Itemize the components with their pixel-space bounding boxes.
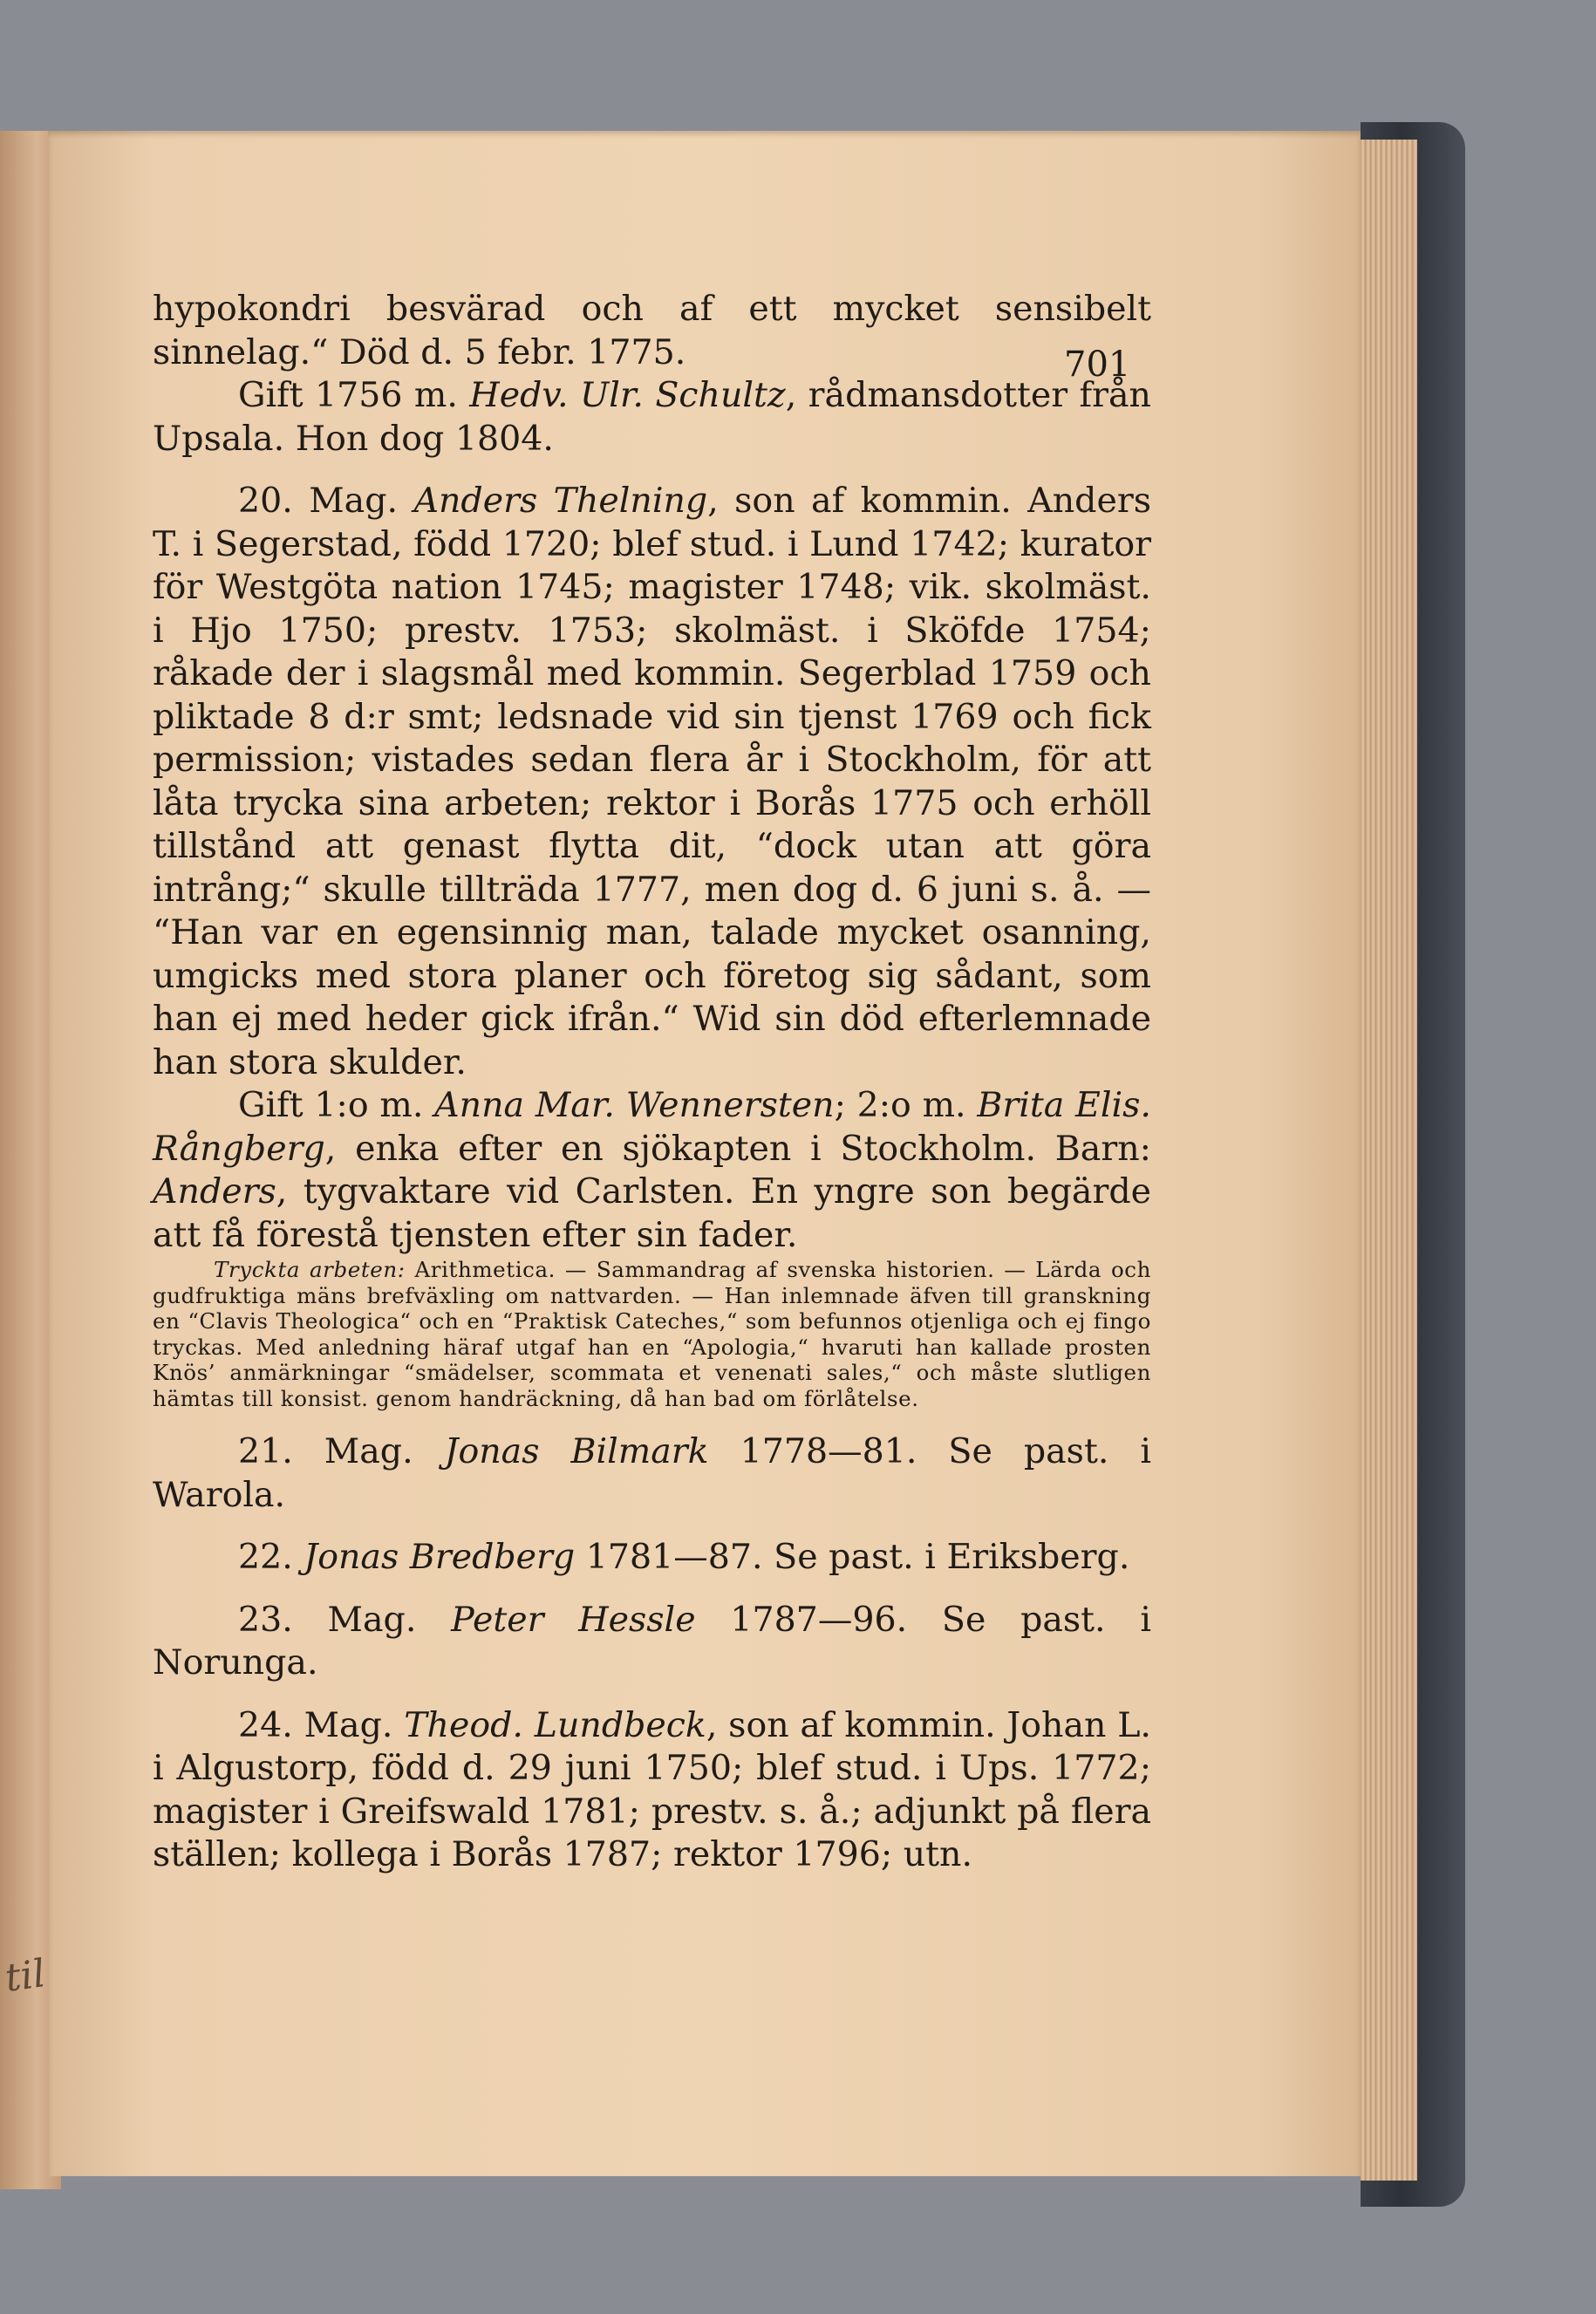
text-column (153, 288, 1151, 1877)
child-name: Anders (153, 1171, 276, 1212)
entry-23: 23. Mag. Peter Hessle 1787—96. Se past. i Norunga. (153, 1599, 1151, 1683)
paragraph-marriage: Gift 1756 m. Hedv. Ulr. Schultz, rådmansdotter från Upsala. Hon dog 1804. (153, 375, 1151, 459)
person-name: Jonas Bredberg (304, 1537, 576, 1577)
printed-works-label: Tryckta arbeten: (214, 1257, 406, 1282)
person-name: Peter Hessle (451, 1599, 696, 1640)
spouse-name: Anna Mar. Wennersten (434, 1085, 835, 1125)
spouse-name: Brita Elis. Rångberg (153, 1085, 1151, 1169)
paragraph-marriage-20: Gift 1:o m. Anna Mar. Wennersten; 2:o m. Brita Elis. Rångberg, enka efter en sjökapten i Stockholm. Barn: Anders, tygvaktare vid Carlsten. En yngre son begärde att få förestå tjensten efter sin fader. (153, 1085, 1151, 1255)
page-number: 701 (1064, 345, 1131, 385)
person-name: Theod. Lundbeck (404, 1704, 706, 1745)
entry-21: 21. Mag. Jonas Bilmark 1778—81. Se past. i Warola. (153, 1431, 1151, 1515)
printed-works-note: Tryckta arbeten: Arithmetica. — Sammandrag af svenska historien. — Lärda och gudfruktiga mäns brefväxling om nattvarden. — Han inlemnade äfven till granskning en “Clavis Theologica“ och en “Praktisk Cateches,“ som befunnos otjenliga och ej fingo tryckas. Med anledning häraf utgaf han en “Apologia,“ hvaruti han kallade prosten Knös’ anmärkningar “smädelser, scommata et venenati sales,“ och måste slutligen hämtas till konsist. genom handräckning, då han bad om förlåtelse. (153, 1257, 1152, 1411)
page-stack-edge (1361, 140, 1417, 2181)
paragraph-continuation: hypokondri besvärad och af ett mycket sensibelt sinnelag.“ Död d. 5 febr. 1775. (153, 289, 1151, 372)
person-name: Jonas Bilmark (444, 1431, 709, 1471)
person-name: Anders Thelning (413, 481, 708, 521)
spouse-name: Hedv. Ulr. Schultz (469, 375, 786, 415)
entry-20: 20. Mag. Anders Thelning, son af kommin. Anders T. i Segerstad, född 1720; blef stud. i Lund 1742; kurator för Westgöta nation 1745; magister 1748; vik. skolmäst. i Hjo 1750; prestv. 1753; skolmäst. i Sköfde 1754; råkade der i slagsmål med kommin. Segerblad 1759 och pliktade 8 d:r smt; ledsnade vid sin tjenst 1769 och fick permission; vistades sedan flera år i Stockholm, för att låta trycka sina arbeten; rektor i Borås 1775 och erhöll tillstånd att genast flytta dit, “dock utan att göra intrång;“ skulle tillträda 1777, men dog d. 6 juni s. å. — “Han var en egensinnig man, talade mycket osanning, umgicks med stora planer och företog sig sådant, som han ej med heder gick ifrån.“ Wid sin död efterlemnade han stora skulder. (153, 481, 1151, 1082)
entry-22: 22. Jonas Bredberg 1781—87. Se past. i Eriksberg. (238, 1537, 1130, 1577)
handwritten-margin-note: til (2, 1951, 49, 2001)
entry-24: 24. Mag. Theod. Lundbeck, son af kommin. Johan L. i Algustorp, född d. 29 juni 1750; blef stud. i Ups. 1772; magister i Greifswald 1781; prestv. s. å.; adjunkt på flera ställen; kollega i Borås 1787; rektor 1796; utn. (153, 1704, 1151, 1874)
